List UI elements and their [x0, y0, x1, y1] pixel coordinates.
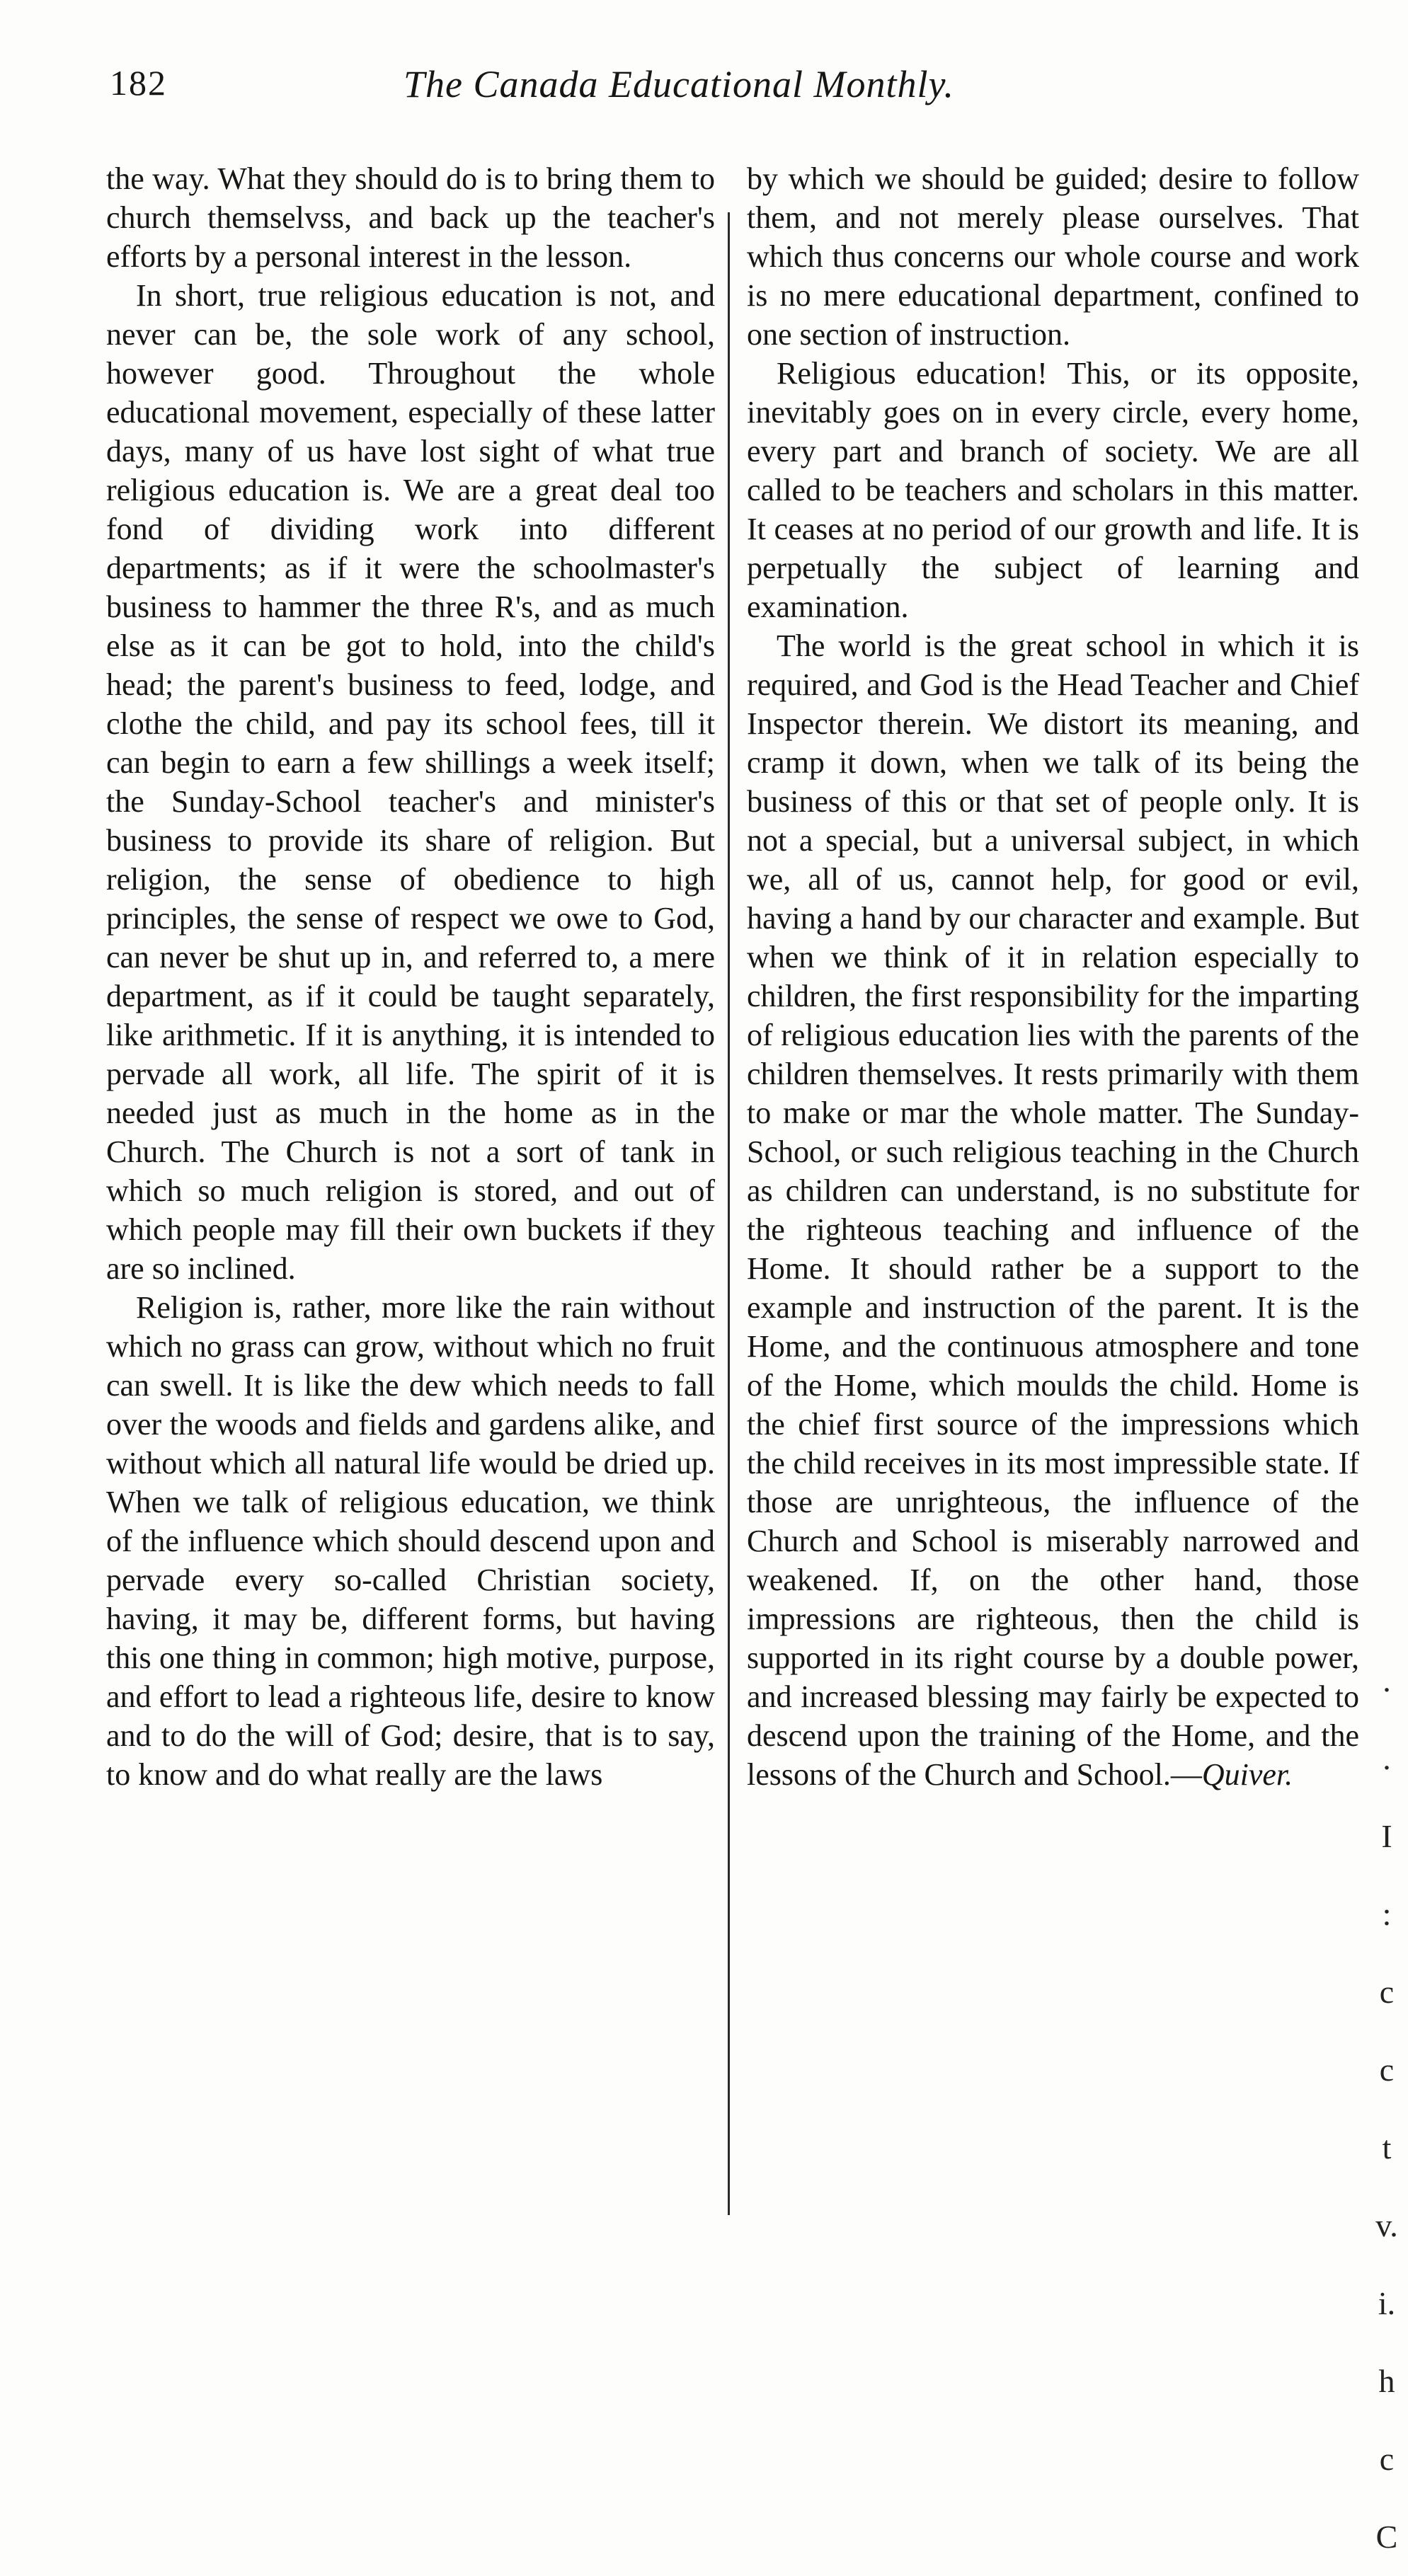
- source-credit: Quiver.: [1201, 1757, 1293, 1792]
- margin-mark: c: [1379, 1974, 1395, 2010]
- column-divider: [728, 212, 730, 2215]
- page-number: 182: [110, 63, 167, 103]
- margin-mark: c: [1379, 2052, 1395, 2088]
- margin-mark: C: [1375, 2519, 1398, 2555]
- running-header: [110, 62, 1072, 126]
- right-column: [747, 159, 1359, 1794]
- margin-mark: h: [1378, 2363, 1395, 2399]
- paragraph: Religious education! This, or its opposite, inevitably goes on in every circle, every home, every part and branch of society. We are all called to be teachers and scholars in this matter. It ceases at no period of our growth and life. It is perpetually the subject of learning and examination.: [747, 356, 1359, 624]
- margin-bleed-marks: [1366, 1642, 1408, 2576]
- margin-mark: I: [1381, 1818, 1392, 1854]
- paragraph: In short, true religious education is not, and never can be, the sole work of any school, however good. Throughout the whole educational movement, especially of these latter days, many of us have lost sight of what true religious education is. We are a great deal too fond of dividing work into different departments; as if it were the schoolmaster's business to hammer the three R's, and as much else as it can be got to hold, into the child's head; the parent's business to feed, lodge, and clothe the child, and pay its school fees, till it can begin to earn a few shillings a week itself; the Sunday-School teacher's and minister's business to provide its share of religion. But religion, the sense of obedience to high principles, the sense of respect we owe to God, can never be shut up in, and referred to, a mere department, as if it could be taught separately, like arithmetic. If it is anything, it is intended to pervade all work, all life. The spirit of it is needed just as much in the home as in the Church. The Church is not a sort of tank in which so much religion is stored, and out of which people may fill their own buckets if they are so inclined.: [106, 278, 715, 1286]
- paragraph-text: The world is the great school in which it is required, and God is the Head Teacher and Chief Inspector therein. We distort its meaning, and cramp it down, when we talk of its being the business of this or that set of people only. It is not a special, but a universal subject, in which we, all of us, cannot help, for good or evil, having a hand by our character and example. But when we think of it in relation especially to children, the first responsibility for the imparting of religious education lies with the parents of the children themselves. It rests primarily with them to make or mar the whole matter. The Sunday-School, or such religious teaching in the Church as children can understand, is no substitute for the righteous teaching and influence of the Home. It should rather be a support to the example and instruction of the parent. It is the Home, and the continuous atmosphere and tone of the Home, which moulds the child. Home is the chief first source of the impressions which the child receives in its most impressible state. If those are unrighteous, the influence of the Church and School is miserably narrowed and weakened. If, on the other hand, those impressions are righteous, then the child is supported in its right course by a double power, and increased blessing may fairly be expected to descend upon the training of the Home, and the lessons of the Church and School.—: [747, 628, 1359, 1792]
- margin-mark: t: [1382, 2129, 1392, 2166]
- margin-mark: .: [1383, 1662, 1391, 1698]
- margin-mark: v.: [1375, 2207, 1398, 2243]
- paragraph: [747, 626, 1359, 1794]
- paragraph: the way. What they should do is to bring them to church themselvss, and back up the teacher's efforts by a personal interest in the lesson.: [106, 161, 715, 274]
- left-column: [106, 159, 715, 1794]
- margin-mark: .: [1383, 1740, 1391, 1776]
- margin-mark: i.: [1378, 2285, 1396, 2321]
- journal-title: The Canada Educational Monthly.: [403, 63, 954, 105]
- paragraph: Religion is, rather, more like the rain without which no grass can grow, without which no fruit can swell. It is like the dew which needs to fall over the woods and fields and gardens alike, and without which all natural life would be dried up. When we talk of religious education, we think of the influence which should descend upon and pervade every so-called Christian society, having, it may be, different forms, but having this one thing in common; high motive, purpose, and effort to lead a righteous life, desire to know and to do the will of God; desire, that is to say, to know and do what really are the laws: [106, 1290, 715, 1792]
- margin-mark: c: [1379, 2441, 1395, 2477]
- margin-mark: :: [1382, 1896, 1392, 1932]
- paragraph: by which we should be guided; desire to follow them, and not merely please ourselves. That which thus concerns our whole course and work is no mere educational department, confined to one section of instruction.: [747, 161, 1359, 352]
